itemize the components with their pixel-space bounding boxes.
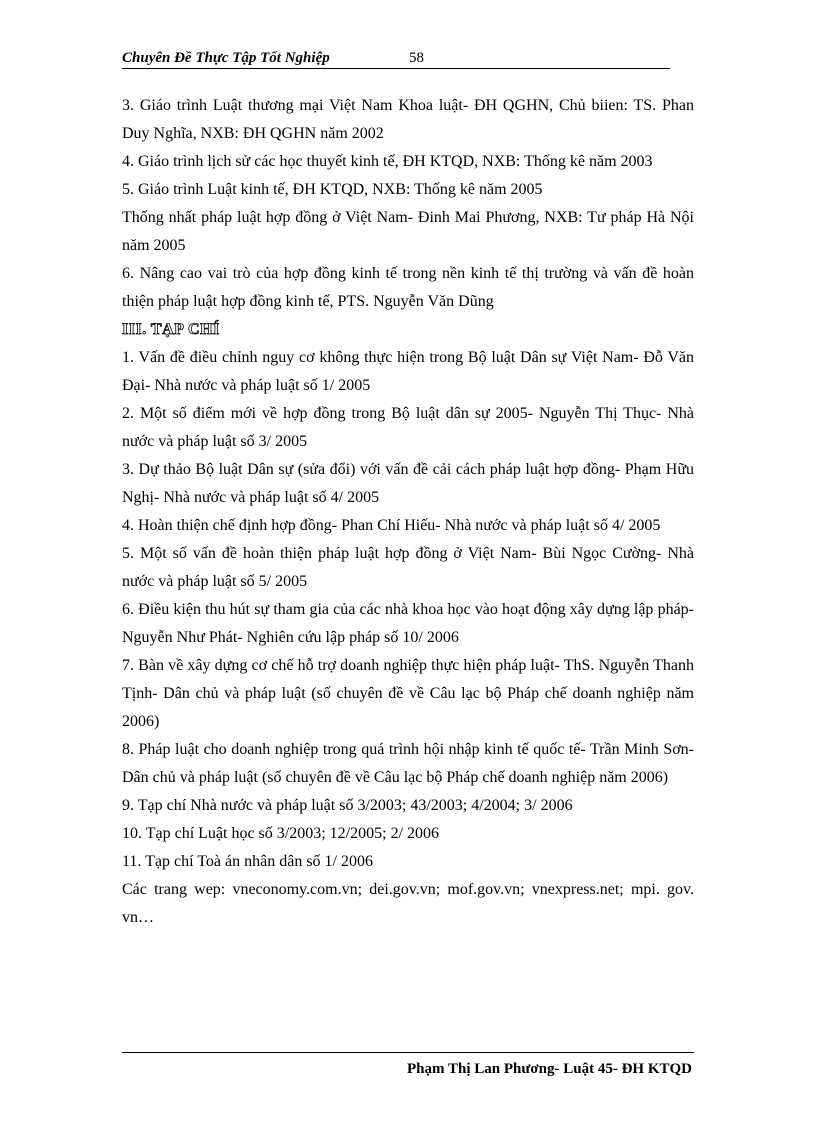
journal-item: 9. Tạp chí Nhà nước và pháp luật số 3/2003; 43/2003; 4/2004; 3/ 2006	[122, 797, 573, 814]
journal-item: 10. Tạp chí Luật học số 3/2003; 12/2005; 2/ 2006	[122, 825, 440, 842]
footer-author: Phạm Thị Lan Phương- Luật 45- ĐH KTQD	[407, 1061, 692, 1077]
journal-item: 1. Vấn đề điều chỉnh nguy cơ không thực hiện trong Bộ luật Dân sự Việt Nam- Đỗ Văn Đại- Nhà nước và pháp luật số 1/ 2005	[122, 349, 694, 394]
journal-item: 4. Hoàn thiện chế định hợp đồng- Phan Chí Hiếu- Nhà nước và pháp luật số 4/ 2005	[122, 517, 661, 534]
reference-item: Thống nhất pháp luật hợp đồng ở Việt Nam- Đinh Mai Phương, NXB: Tư pháp Hà Nội năm 2005	[122, 209, 694, 254]
page-footer	[122, 1052, 694, 1083]
reference-item: 3. Giáo trình Luật thương mại Việt Nam Khoa luật- ĐH QGHN, Chủ biien: TS. Phan Duy Nghĩa, NXB: ĐH QGHN năm 2002	[122, 97, 694, 142]
reference-item: 6. Nâng cao vai trò của hợp đồng kinh tế trong nền kinh tế thị trường và vấn đề hoàn thiện pháp luật hợp đồng kinh tế, PTS. Nguyễn Văn Dũng	[122, 265, 694, 310]
reference-item: 4. Giáo trình lịch sử các học thuyết kinh tế, ĐH KTQD, NXB: Thống kê năm 2003	[122, 153, 653, 170]
page-number: 58	[409, 50, 424, 66]
journal-item: 5. Một số vấn đề hoàn thiện pháp luật hợp đồng ở Việt Nam- Bùi Ngọc Cường- Nhà nước và pháp luật số 5/ 2005	[122, 545, 694, 590]
document-body	[122, 92, 694, 932]
journal-item: Các trang wep: vneconomy.com.vn; dei.gov.vn; mof.gov.vn; vnexpress.net; mpi. gov. vn…	[122, 881, 694, 926]
journal-item: 11. Tạp chí Toà án nhân dân số 1/ 2006	[122, 853, 373, 870]
journal-item: 2. Một số điểm mới về hợp đồng trong Bộ luật dân sự 2005- Nguyễn Thị Thục- Nhà nước và pháp luật số 3/ 2005	[122, 405, 694, 450]
section-heading: III. TẠP CHÍ	[122, 321, 220, 338]
journal-item: 8. Pháp luật cho doanh nghiệp trong quá trình hội nhập kinh tế quốc tế- Trần Minh Sơn- Dân chủ và pháp luật (số chuyên đề về Câu lạc bộ Pháp chế doanh nghiệp năm 2006)	[122, 741, 694, 786]
journal-item: 6. Điều kiện thu hút sự tham gia của các nhà khoa học vào hoạt động xây dựng lập pháp- Nguyễn Như Phát- Nghiên cứu lập pháp số 10/ 2006	[122, 601, 694, 646]
header-title: Chuyên Đề Thực Tập Tốt Nghiệp	[122, 50, 330, 66]
page-header	[122, 48, 670, 69]
reference-item: 5. Giáo trình Luật kinh tế, ĐH KTQD, NXB: Thống kê năm 2005	[122, 181, 543, 198]
journal-item: 3. Dự thảo Bộ luật Dân sự (sửa đổi) với vấn đề cải cách pháp luật hợp đồng- Phạm Hữu Nghị- Nhà nước và pháp luật số 4/ 2005	[122, 461, 694, 506]
journal-item: 7. Bàn về xây dựng cơ chế hỗ trợ doanh nghiệp thực hiện pháp luật- ThS. Nguyễn Thanh Tịnh- Dân chủ và pháp luật (số chuyên đề về Câu lạc bộ Pháp chế doanh nghiệp năm 2006)	[122, 657, 694, 730]
